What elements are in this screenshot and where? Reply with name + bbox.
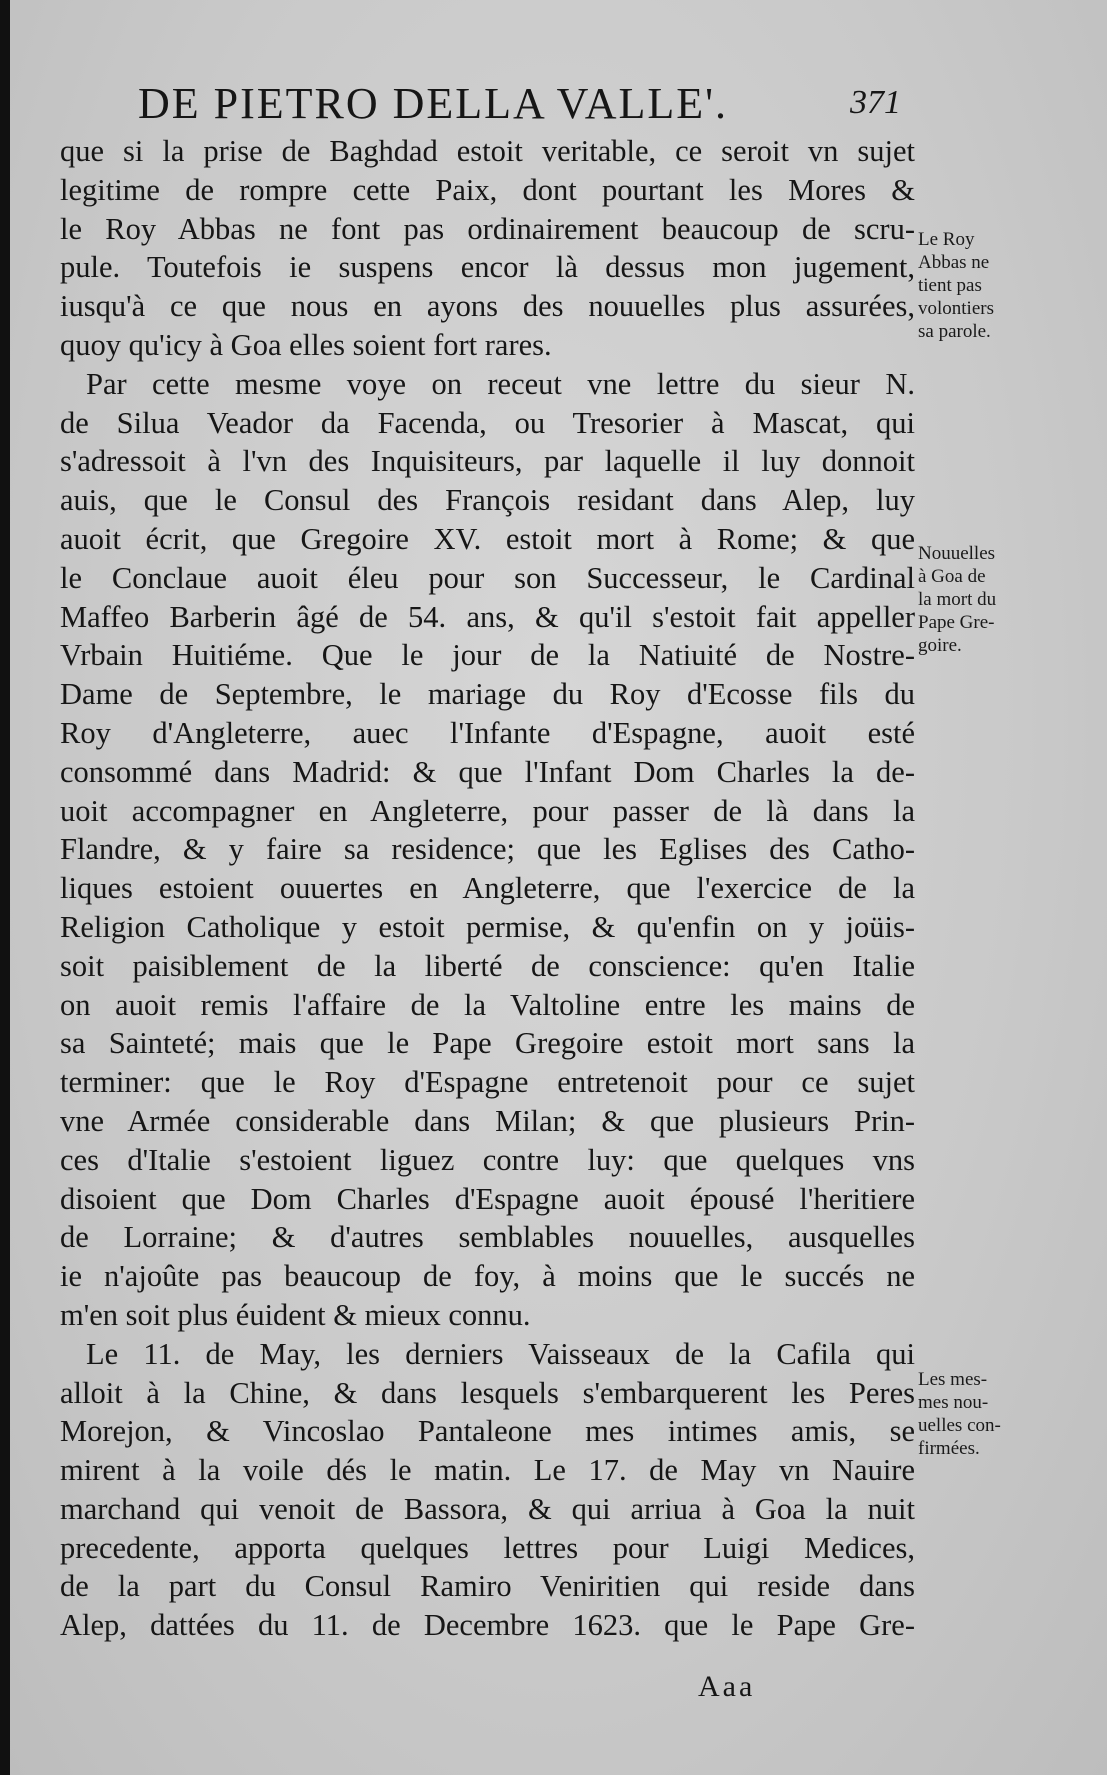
margin-note-nouuelles-confirmees	[918, 1368, 1048, 1460]
text-line: Le 11. de May, les derniers Vaisseaux de la Cafila qui	[86, 1336, 915, 1371]
margin-note-line: volontiers	[918, 298, 994, 319]
margin-note-roy-abbas	[918, 228, 1048, 343]
margin-note-mort-du-pape	[918, 542, 1048, 657]
text-line: m'en soit plus éuident & mieux connu.	[60, 1297, 531, 1332]
book-page	[10, 0, 1107, 1775]
text-line: sa Sainteté; mais que le Pape Gregoire estoit mort sans la	[60, 1026, 915, 1061]
text-line: liques estoient ouuertes en Angleterre, que l'exercice de la	[60, 871, 915, 906]
margin-note-line: Les mes-	[918, 1369, 988, 1390]
text-line: vne Armée considerable dans Milan; & que plusieurs Prin-	[60, 1103, 915, 1138]
text-line: s'adressoit à l'vn des Inquisiteurs, par laquelle il luy donnoit	[60, 444, 915, 479]
text-line: pule. Toutefois ie suspens encor là dessus mon jugement,	[60, 250, 915, 285]
margin-note-line: Nouuelles	[918, 543, 996, 564]
margin-note-line: Abbas ne	[918, 252, 990, 273]
margin-note-line: sa parole.	[918, 321, 991, 342]
margin-note-line: mes nou-	[918, 1392, 989, 1413]
running-head	[10, 78, 1107, 138]
text-line: de Lorraine; & d'autres semblables nouuelles, ausquelles	[60, 1220, 915, 1255]
text-line: mirent à la voile dés le matin. Le 17. de May vn Nauire	[60, 1453, 915, 1488]
text-line: soit paisiblement de la liberté de conscience: qu'en Italie	[60, 948, 915, 983]
text-line: auoit écrit, que Gregoire XV. estoit mort à Rome; & que	[60, 521, 915, 556]
text-line: Dame de Septembre, le mariage du Roy d'Ecosse fils du	[60, 677, 915, 712]
book-spine-shadow	[0, 0, 10, 1775]
text-line: le Conclaue auoit éleu pour son Successeur, le Cardinal	[60, 560, 915, 595]
text-line: marchand qui venoit de Bassora, & qui arriua à Goa la nuit	[60, 1491, 915, 1526]
text-line: Flandre, & y faire sa residence; que les Eglises des Catho-	[60, 832, 915, 867]
margin-note-line: uelles con-	[918, 1415, 1001, 1436]
margin-note-line: Le Roy	[918, 229, 975, 250]
text-line: uoit accompagner en Angleterre, pour passer de là dans la	[60, 793, 915, 828]
text-line: Religion Catholique y estoit permise, & qu'enfin on y joüis-	[60, 909, 915, 944]
text-line: Roy d'Angleterre, auec l'Infante d'Espagne, auoit esté	[60, 715, 915, 750]
text-line: de la part du Consul Ramiro Veniritien qui reside dans	[60, 1569, 915, 1604]
text-line: auis, que le Consul des François residant dans Alep, luy	[60, 483, 915, 518]
text-line: terminer: que le Roy d'Espagne entretenoit pour ce sujet	[60, 1065, 915, 1100]
margin-note-line: Pape Gre-	[918, 612, 995, 633]
text-line: Morejon, & Vincoslao Pantaleone mes intimes amis, se	[60, 1414, 915, 1449]
text-line: iusqu'à ce que nous en ayons des nouuelles plus assurées,	[60, 289, 915, 324]
text-line: alloit à la Chine, & dans lesquels s'embarquerent les Peres	[60, 1375, 915, 1410]
text-line: consommé dans Madrid: & que l'Infant Dom Charles la de-	[60, 754, 915, 789]
text-line: precedente, apporta quelques lettres pour Luigi Medices,	[60, 1530, 915, 1565]
text-line: ces d'Italie s'estoient liguez contre luy: que quelques vns	[60, 1142, 915, 1177]
margin-note-line: firmées.	[918, 1438, 980, 1459]
text-line: Vrbain Huitiéme. Que le jour de la Natiuité de Nostre-	[60, 638, 915, 673]
running-title: DE PIETRO DELLA VALLE'.	[138, 79, 729, 128]
margin-note-line: à Goa de	[918, 566, 986, 587]
text-line: que si la prise de Baghdad estoit veritable, ce seroit vn sujet	[60, 134, 915, 168]
text-line: disoient que Dom Charles d'Espagne auoit épousé l'heritiere	[60, 1181, 915, 1216]
body-text	[60, 132, 915, 1645]
margin-note-line: tient pas	[918, 275, 982, 296]
text-line: ie n'ajoûte pas beaucoup de foy, à moins que le succés ne	[60, 1259, 915, 1294]
text-line: le Roy Abbas ne font pas ordinairement beaucoup de scru-	[60, 211, 915, 246]
margin-note-line: goire.	[918, 635, 962, 656]
text-line: legitime de rompre cette Paix, dont pourtant les Mores &	[60, 172, 915, 207]
text-line: quoy qu'icy à Goa elles soient fort rares.	[60, 327, 552, 362]
signature-mark: Aaa	[698, 1670, 756, 1703]
text-line: Alep, dattées du 11. de Decembre 1623. que le Pape Gre-	[60, 1608, 915, 1643]
text-line: Par cette mesme voye on receut vne lettre du sieur N.	[86, 366, 915, 401]
page-number: 371	[850, 84, 901, 121]
text-line: de Silua Veador da Facenda, ou Tresorier à Mascat, qui	[60, 405, 915, 440]
text-line: Maffeo Barberin âgé de 54. ans, & qu'il s'estoit fait appeller	[60, 599, 915, 634]
text-line: on auoit remis l'affaire de la Valtoline entre les mains de	[60, 987, 915, 1022]
margin-note-line: la mort du	[918, 589, 997, 610]
